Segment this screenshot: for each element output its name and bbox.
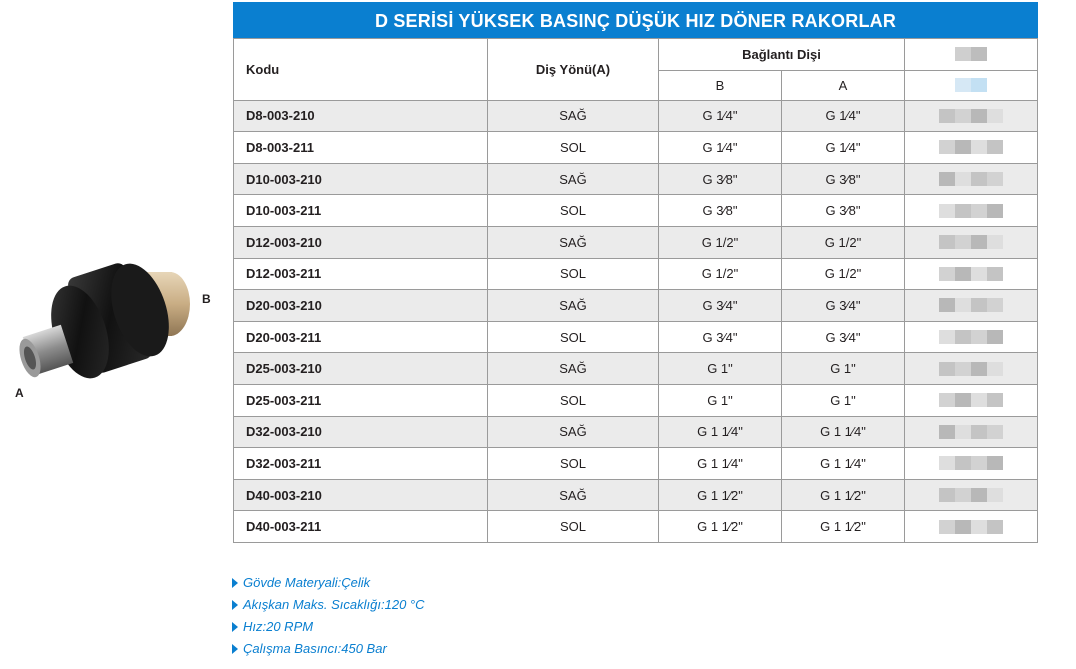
rotary-union-illustration — [0, 250, 230, 410]
table-row — [234, 384, 1038, 416]
product-image — [0, 250, 230, 410]
cell-kodu: D20-003-210 — [234, 290, 488, 322]
table-row — [234, 416, 1038, 448]
table-row — [234, 290, 1038, 322]
cell-a: G 1" — [782, 384, 905, 416]
note-item: Çalışma Basıncı:450 Bar — [232, 638, 425, 660]
cell-b: G 1 1⁄4" — [659, 448, 782, 480]
cell-image — [905, 132, 1038, 164]
cell-a: G 3⁄4" — [782, 290, 905, 322]
arrow-icon — [232, 644, 238, 654]
cell-dis-yonu: SOL — [488, 258, 659, 290]
cell-a: G 1" — [782, 353, 905, 385]
product-table — [233, 2, 1038, 543]
table-row — [234, 448, 1038, 480]
header-image-cell — [905, 39, 1038, 71]
cell-dis-yonu: SAĞ — [488, 226, 659, 258]
cell-image — [905, 258, 1038, 290]
cell-image — [905, 226, 1038, 258]
cell-b: G 3⁄4" — [659, 290, 782, 322]
cell-dis-yonu: SOL — [488, 448, 659, 480]
cell-dis-yonu: SAĞ — [488, 290, 659, 322]
cell-dis-yonu: SOL — [488, 321, 659, 353]
table-row — [234, 258, 1038, 290]
cell-kodu: D32-003-210 — [234, 416, 488, 448]
arrow-icon — [232, 600, 238, 610]
cell-kodu: D8-003-211 — [234, 132, 488, 164]
cell-a: G 1 1⁄4" — [782, 448, 905, 480]
table-row — [234, 353, 1038, 385]
port-b-label: B — [202, 292, 211, 306]
cell-b: G 1⁄4" — [659, 100, 782, 132]
note-item: Gövde Materyali:Çelik — [232, 572, 425, 594]
cell-dis-yonu: SAĞ — [488, 416, 659, 448]
cell-kodu: D20-003-211 — [234, 321, 488, 353]
cell-a: G 3⁄8" — [782, 163, 905, 195]
cell-a: G 1 1⁄4" — [782, 416, 905, 448]
cell-kodu: D32-003-211 — [234, 448, 488, 480]
cell-image — [905, 163, 1038, 195]
cell-kodu: D40-003-211 — [234, 511, 488, 543]
cell-b: G 1 1⁄4" — [659, 416, 782, 448]
arrow-icon — [232, 622, 238, 632]
cell-dis-yonu: SAĞ — [488, 163, 659, 195]
cell-dis-yonu: SAĞ — [488, 353, 659, 385]
cell-image — [905, 479, 1038, 511]
cell-kodu: D40-003-210 — [234, 479, 488, 511]
cell-kodu: D8-003-210 — [234, 100, 488, 132]
note-item: Hız:20 RPM — [232, 616, 425, 638]
arrow-icon — [232, 578, 238, 588]
table-row — [234, 195, 1038, 227]
cell-dis-yonu: SOL — [488, 132, 659, 164]
cell-a: G 3⁄8" — [782, 195, 905, 227]
header-image-cell-2 — [905, 70, 1038, 100]
cell-b: G 1 1⁄2" — [659, 479, 782, 511]
cell-image — [905, 195, 1038, 227]
spec-notes — [232, 572, 425, 660]
table-row — [234, 226, 1038, 258]
cell-b: G 1/2" — [659, 226, 782, 258]
cell-image — [905, 511, 1038, 543]
cell-b: G 1⁄4" — [659, 132, 782, 164]
cell-b: G 3⁄8" — [659, 163, 782, 195]
cell-b: G 3⁄4" — [659, 321, 782, 353]
cell-dis-yonu: SAĞ — [488, 479, 659, 511]
cell-b: G 1" — [659, 353, 782, 385]
cell-image — [905, 321, 1038, 353]
cell-a: G 1 1⁄2" — [782, 479, 905, 511]
cell-image — [905, 353, 1038, 385]
cell-kodu: D12-003-210 — [234, 226, 488, 258]
header-kodu: Kodu — [234, 39, 488, 101]
cell-b: G 3⁄8" — [659, 195, 782, 227]
cell-kodu: D25-003-210 — [234, 353, 488, 385]
cell-image — [905, 100, 1038, 132]
cell-kodu: D10-003-210 — [234, 163, 488, 195]
cell-dis-yonu: SAĞ — [488, 100, 659, 132]
cell-a: G 1 1⁄2" — [782, 511, 905, 543]
table-row — [234, 511, 1038, 543]
cell-b: G 1" — [659, 384, 782, 416]
cell-a: G 1/2" — [782, 258, 905, 290]
table-row — [234, 163, 1038, 195]
header-dis-yonu: Diş Yönü(A) — [488, 39, 659, 101]
cell-a: G 1⁄4" — [782, 132, 905, 164]
cell-dis-yonu: SOL — [488, 195, 659, 227]
cell-kodu: D25-003-211 — [234, 384, 488, 416]
cell-image — [905, 384, 1038, 416]
note-item: Akışkan Maks. Sıcaklığı:120 °C — [232, 594, 425, 616]
table-row — [234, 479, 1038, 511]
cell-dis-yonu: SOL — [488, 511, 659, 543]
header-b: B — [659, 70, 782, 100]
cell-a: G 3⁄4" — [782, 321, 905, 353]
cell-dis-yonu: SOL — [488, 384, 659, 416]
cell-a: G 1⁄4" — [782, 100, 905, 132]
cell-image — [905, 448, 1038, 480]
table-row — [234, 321, 1038, 353]
cell-a: G 1/2" — [782, 226, 905, 258]
cell-image — [905, 416, 1038, 448]
header-a: A — [782, 70, 905, 100]
cell-kodu: D12-003-211 — [234, 258, 488, 290]
cell-kodu: D10-003-211 — [234, 195, 488, 227]
cell-b: G 1/2" — [659, 258, 782, 290]
cell-b: G 1 1⁄2" — [659, 511, 782, 543]
table-title: D SERİSİ YÜKSEK BASINÇ DÜŞÜK HIZ DÖNER RAKORLAR — [233, 2, 1038, 38]
table-row — [234, 100, 1038, 132]
table-row — [234, 132, 1038, 164]
cell-image — [905, 290, 1038, 322]
port-a-label: A — [15, 386, 24, 400]
header-baglanti: Bağlantı Dişi — [659, 39, 905, 71]
